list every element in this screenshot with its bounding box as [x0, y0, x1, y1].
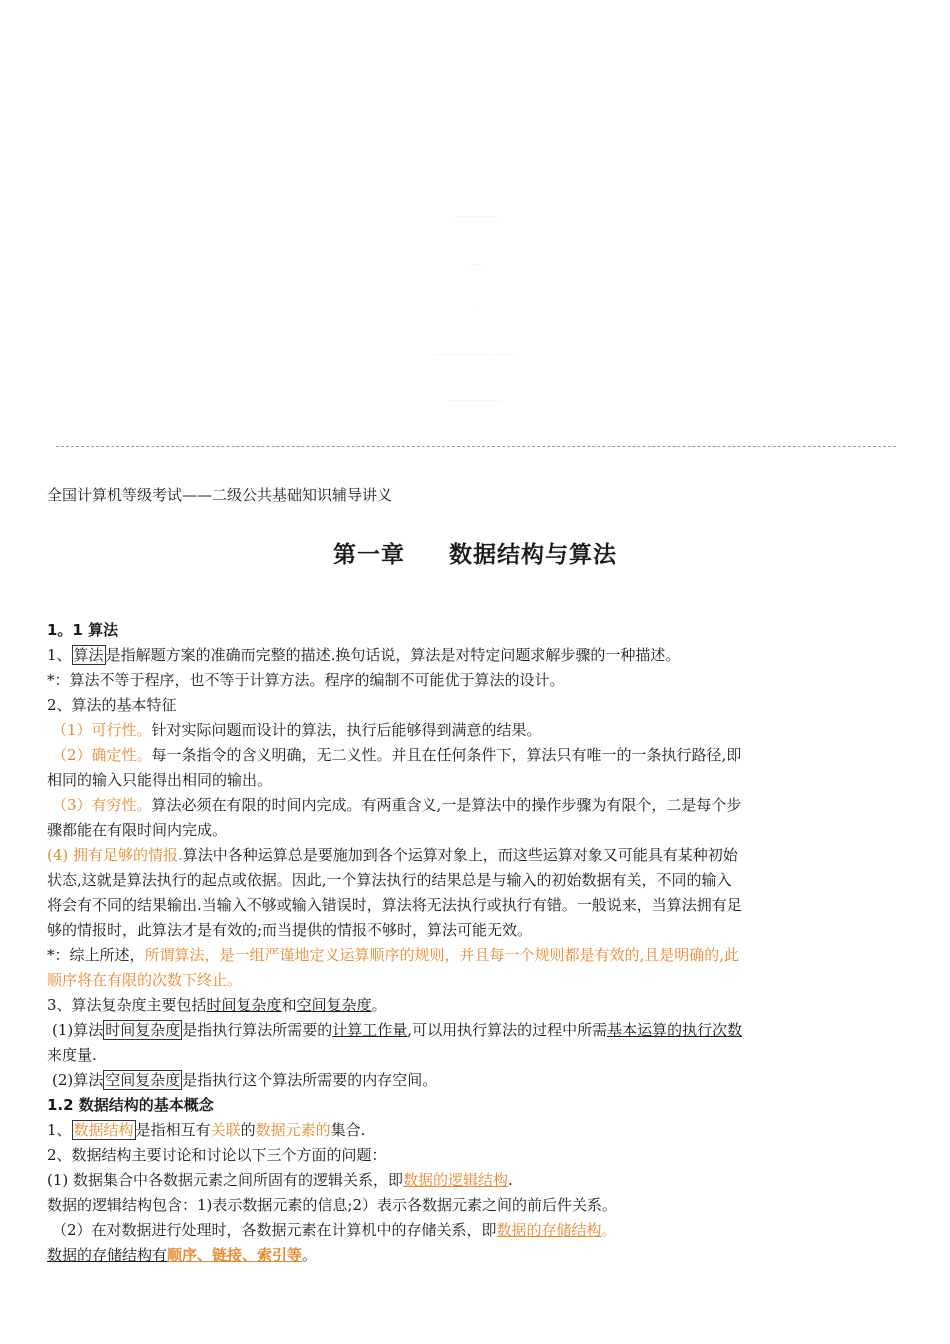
paragraph-note: *：算法不等于程序，也不等于计算方法。程序的编制不可能优于算法的设计。 — [47, 671, 565, 689]
faint-line: — — — — — — [468, 264, 482, 266]
paragraph-algorithm-definition: 1、 算法 是指解题方案的准确而完整的描述.换句话说，算法是对特定问题求解步骤的一种描述。 — [47, 646, 681, 664]
course-title: 全国计算机等级考试——二级公共基础知识辅导讲义 — [47, 486, 393, 504]
summary-line-cont: 顺序将在有限的次数下终止。 — [47, 971, 243, 989]
chapter-title: 数据结构与算法 — [449, 541, 617, 568]
data-structure-topics: 2、数据结构主要讨论和讨论以下三个方面的问题： — [47, 1146, 387, 1164]
complexity-intro: 3、算法复杂度主要包括时间复杂度和空间复杂度。 — [47, 996, 387, 1014]
data-structure-definition: 1、 数据结构 是指相互有关联的数据元素的集合. — [47, 1121, 366, 1139]
feature-definiteness-cont: 相同的输入只能得出相同的输出。 — [47, 771, 273, 789]
faint-mark: · · · — [473, 310, 477, 312]
summary-line: *：综上所述，所谓算法，是一组严谨地定义运算顺序的规则，并且每一个规则都是有效的,且是明确的,此 — [47, 946, 740, 964]
chapter-heading — [0, 536, 950, 569]
time-complexity-cont: 来度量. — [47, 1046, 97, 1064]
logical-structure: (1) 数据集合中各数据元素之间所固有的逻辑关系，即数据的逻辑结构. — [47, 1171, 513, 1189]
faint-line: — — — — — — — — — — — — — — — — — — [452, 216, 498, 218]
feature-information-cont: 状态,这就是算法执行的起点或依据。因此,一个算法执行的结果总是与输入的初始数据有关，不同的输入 — [47, 871, 732, 889]
term-box: 数据结构 — [73, 1121, 134, 1139]
feature-definiteness: （2）确定性。每一条指令的含义明确，无二义性。并且在任何条件下，算法只有唯一的一条执行路径,即 — [52, 746, 742, 764]
feature-information-cont: 将会有不同的结果输出.当输入不够或输入错误时，算法将无法执行或执行有错。一般说来，当算法拥有足 — [47, 896, 742, 914]
feature-information: (4) 拥有足够的情报.算法中各种运算总是要施加到各个运算对象上，而这些运算对象又可能具有某种初始 — [47, 846, 738, 864]
storage-structure: （2）在对数据进行处理时，各数据元素在计算机中的存储关系，即数据的存储结构。 — [52, 1221, 617, 1239]
main-content — [47, 618, 907, 1268]
feature-finiteness-cont: 骤都能在有限时间内完成。 — [47, 821, 228, 839]
time-complexity: (1)算法 时间复杂度 是指执行算法所需要的计算工作量,可以用执行算法的过程中所需基本运算的执行次数 — [52, 1021, 743, 1039]
space-complexity: (2)算法 空间复杂度 是指执行这个算法所需要的内存空间。 — [52, 1071, 438, 1089]
term-box: 时间复杂度 — [105, 1021, 181, 1039]
logical-structure-contents: 数据的逻辑结构包含：1)表示数据元素的信息;2）表示各数据元素之间的前后件关系。 — [47, 1196, 617, 1214]
section-heading-1-1: 1。1 算法 — [47, 621, 119, 639]
faint-line: — — — — — — — — — — — — — — — — — — — — — [448, 400, 502, 402]
feature-information-cont: 够的情报时，此算法才是有效的;而当提供的情报不够时，算法可能无效。 — [47, 921, 533, 939]
faint-line: — — — — — — — — — — — — — — — — — — — — — — — — — — — — — — — — — [433, 354, 517, 356]
storage-structure-types: 数据的存储结构有顺序、链接、索引等。 — [47, 1246, 318, 1264]
page-divider — [56, 446, 896, 447]
feature-feasibility: （1）可行性。针对实际问题而设计的算法，执行后能够得到满意的结果。 — [52, 721, 542, 739]
faint-mark: · — [474, 128, 476, 130]
chapter-number: 第一章 — [333, 541, 405, 568]
feature-finiteness: （3）有穷性。算法必须在有限的时间内完成。有两重含义,一是算法中的操作步骤为有限个，二是每个步 — [52, 796, 742, 814]
term-box: 算法 — [73, 646, 104, 664]
term-box: 空间复杂度 — [105, 1071, 181, 1089]
faint-mark: · — [474, 176, 476, 178]
section-heading-1-2: 1.2 数据结构的基本概念 — [47, 1096, 214, 1114]
paragraph-features-heading: 2、算法的基本特征 — [47, 696, 177, 714]
